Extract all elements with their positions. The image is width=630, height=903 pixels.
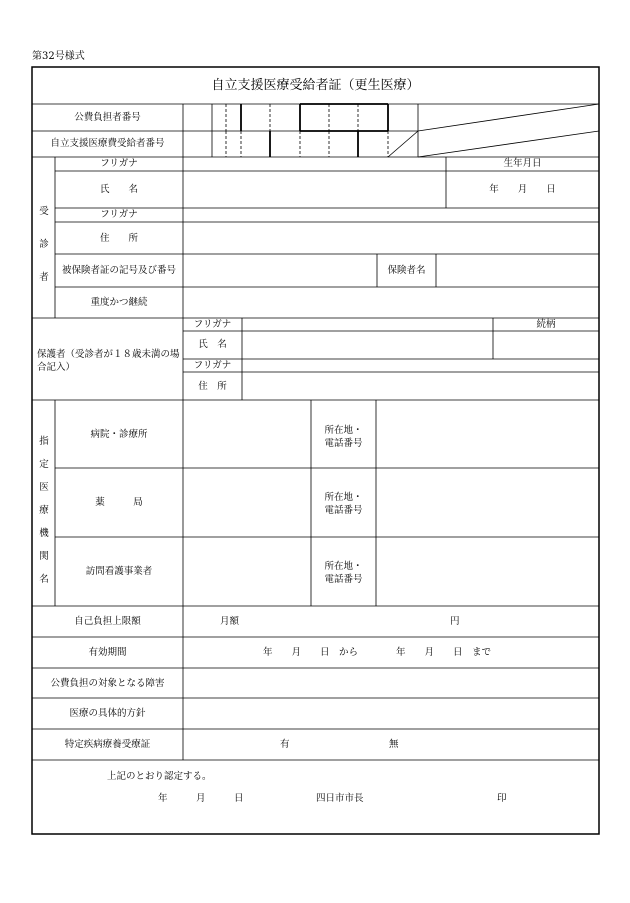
yen-label: 円 bbox=[450, 616, 460, 627]
patient-section-label: 受 診 者 bbox=[39, 206, 49, 283]
guardian-address-label: 住 所 bbox=[198, 381, 227, 392]
disability-label: 公費負担の対象となる障害 bbox=[50, 678, 165, 689]
home-nursing-location-label: 所在地・ 電話番号 bbox=[324, 561, 363, 585]
address-label: 住 所 bbox=[99, 233, 138, 244]
home-nursing-label: 訪問看護事業者 bbox=[85, 566, 153, 577]
certification-date: 年 月 日 bbox=[158, 793, 244, 804]
pharmacy-label: 薬 局 bbox=[95, 497, 143, 508]
public-payer-number-label: 公費負担者番号 bbox=[74, 112, 141, 123]
insurer-name-label: 保険者名 bbox=[387, 265, 426, 276]
form-number: 第32号様式 bbox=[32, 51, 85, 62]
address-furigana-label: フリガナ bbox=[100, 209, 138, 220]
valid-period-label: 有効期間 bbox=[88, 647, 127, 658]
monthly-label: 月額 bbox=[220, 616, 240, 627]
copay-limit-label: 自己負担上限額 bbox=[74, 616, 141, 627]
recipient-number-label: 自立支援医療費受給者番号 bbox=[50, 138, 165, 149]
hospital-location-label: 所在地・ 電話番号 bbox=[324, 425, 363, 449]
specific-disease-label: 特定疾病療養受療証 bbox=[64, 739, 151, 750]
birth-date-value: 年 月 日 bbox=[489, 184, 556, 195]
no-label: 無 bbox=[389, 739, 399, 750]
guardian-furigana-label: フリガナ bbox=[193, 319, 232, 330]
guardian-address-furigana-label: フリガナ bbox=[193, 360, 232, 371]
designated-section-label: 指 定 医 療 機 関 名 bbox=[39, 436, 49, 585]
treatment-plan-label: 医療の具体的方針 bbox=[69, 708, 146, 719]
guardian-label: 保護者（受診者が１８歳未満の場合記入） bbox=[37, 349, 180, 373]
hospital-label: 病院・診療所 bbox=[90, 429, 148, 440]
valid-period-value: 年 月 日 から 年 月 日 まで bbox=[263, 647, 492, 658]
name-label: 氏 名 bbox=[99, 184, 138, 195]
certification-text: 上記のとおり認定する。 bbox=[107, 771, 212, 782]
severe-continuous-label: 重度かつ継続 bbox=[90, 297, 148, 308]
insurance-card-label: 被保険者証の記号及び番号 bbox=[61, 265, 176, 276]
guardian-name-label: 氏 名 bbox=[198, 339, 227, 350]
pharmacy-location-label: 所在地・ 電話番号 bbox=[324, 492, 363, 516]
page-title: 自立支援医療受給者証（更生医療） bbox=[211, 78, 420, 93]
birth-date-label: 生年月日 bbox=[503, 158, 542, 169]
mayor-label: 四日市市長 bbox=[316, 793, 364, 804]
seal-label: 印 bbox=[497, 793, 507, 804]
yes-label: 有 bbox=[280, 739, 290, 750]
relationship-label: 続柄 bbox=[536, 319, 556, 330]
furigana-label: フリガナ bbox=[100, 158, 138, 169]
